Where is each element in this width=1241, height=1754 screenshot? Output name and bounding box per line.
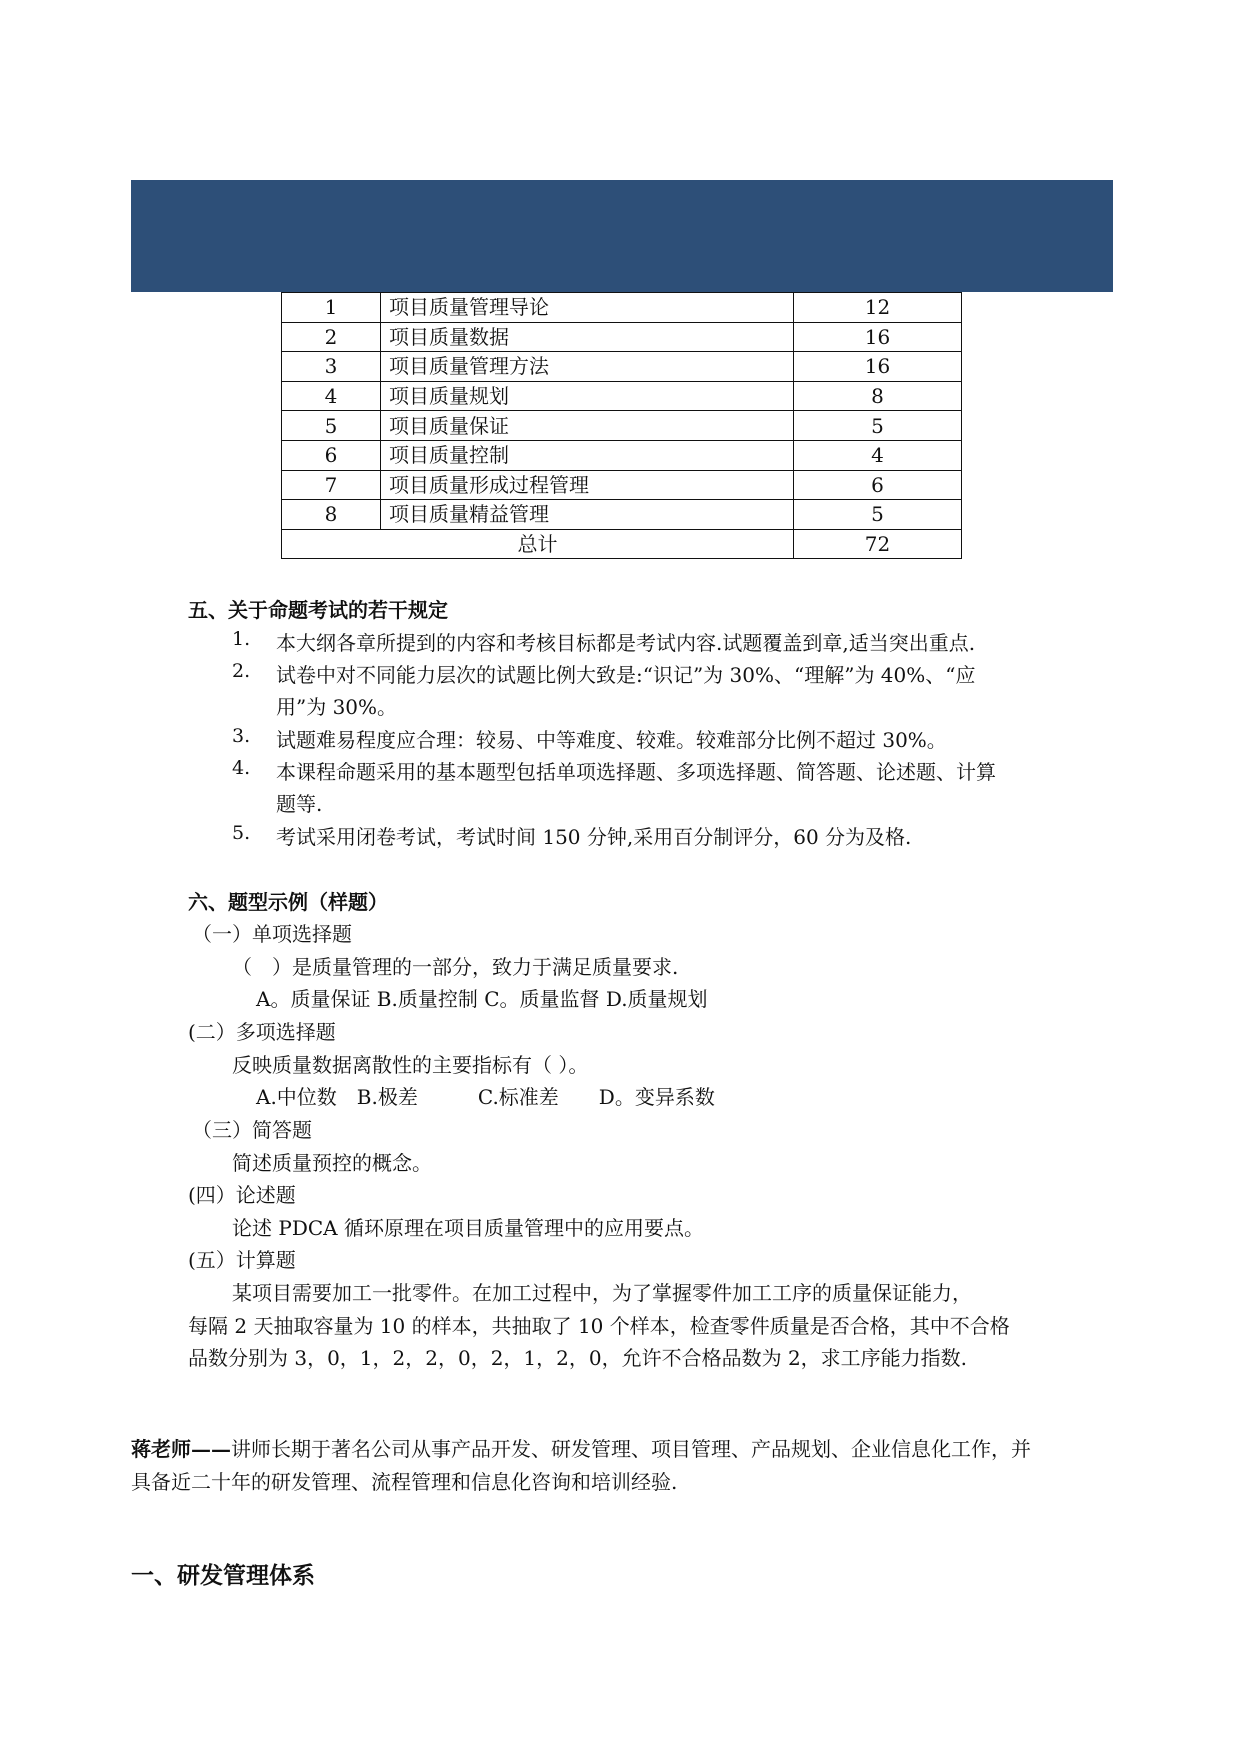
- total-label: 总计: [282, 529, 794, 559]
- chapter-hours: 5: [794, 411, 962, 441]
- table-row: [282, 381, 962, 411]
- table-row: [282, 352, 962, 382]
- question-type-label: (四）论述题: [188, 1183, 296, 1207]
- table-total-row: [282, 529, 962, 559]
- chapter-number: 7: [282, 470, 381, 500]
- chapter-title: 项目质量数据: [381, 322, 794, 352]
- chapter-number: 3: [282, 352, 381, 382]
- table-row: [282, 322, 962, 352]
- chapter-title: 项目质量管理方法: [381, 352, 794, 382]
- chapter-hours: 12: [794, 293, 962, 323]
- question-type-label: (二）多项选择题: [188, 1020, 336, 1044]
- course-hours-table: [281, 292, 962, 559]
- table-row: [282, 470, 962, 500]
- total-hours: 72: [794, 529, 962, 559]
- chapter-hours: 16: [794, 352, 962, 382]
- question-type-label: （三）简答题: [192, 1118, 312, 1142]
- rule-text-continued: 题等.: [276, 792, 323, 816]
- header-banner: [131, 180, 1113, 292]
- question-stem: 简述质量预控的概念。: [232, 1151, 432, 1175]
- chapter-number: 8: [282, 500, 381, 530]
- chapter-title: 项目质量规划: [381, 381, 794, 411]
- bio-text-continued: 具备近二十年的研发管理、流程管理和信息化咨询和培训经验.: [131, 1470, 678, 1494]
- question-options: A。质量保证 B.质量控制 C。质量监督 D.质量规划: [256, 987, 708, 1011]
- question-options: A.中位数 B.极差 C.标准差 D。变异系数: [256, 1085, 715, 1109]
- chapter-title: 项目质量形成过程管理: [381, 470, 794, 500]
- table-row: [282, 500, 962, 530]
- question-stem: 某项目需要加工一批零件。在加工过程中，为了掌握零件加工工序的质量保证能力，: [232, 1281, 972, 1305]
- rule-text: 考试采用闭卷考试，考试时间 150 分钟,采用百分制评分，60 分为及格.: [276, 825, 912, 849]
- instructor-bio: [131, 1433, 1031, 1462]
- chapter-hours: 6: [794, 470, 962, 500]
- chapter-hours: 16: [794, 322, 962, 352]
- chapter-title: 项目质量保证: [381, 411, 794, 441]
- item-number: 2.: [232, 660, 251, 682]
- question-stem: 论述 PDCA 循环原理在项目质量管理中的应用要点。: [232, 1216, 704, 1240]
- chapter-number: 4: [282, 381, 381, 411]
- question-stem: 反映质量数据离散性的主要指标有（ ）。: [232, 1053, 589, 1077]
- item-number: 5.: [232, 822, 251, 844]
- rule-text: 试卷中对不同能力层次的试题比例大致是:“识记”为 30%、“理解”为 40%、“应: [276, 663, 976, 687]
- question-type-label: (五）计算题: [188, 1248, 296, 1272]
- question-stem-continued: 每隔 2 天抽取容量为 10 的样本，共抽取了 10 个样本，检查零件质量是否合格，其中不合格: [188, 1314, 1010, 1338]
- table-row: [282, 411, 962, 441]
- rule-text-continued: 用”为 30%。: [276, 695, 398, 719]
- chapter-heading: 一、研发管理体系: [131, 1562, 315, 1589]
- chapter-title: 项目质量控制: [381, 440, 794, 470]
- question-stem: （ ）是质量管理的一部分，致力于满足质量要求.: [232, 955, 679, 979]
- item-number: 4.: [232, 757, 251, 779]
- chapter-hours: 5: [794, 500, 962, 530]
- question-type-label: （一）单项选择题: [192, 922, 352, 946]
- instructor-name: 蒋老师——: [131, 1437, 231, 1461]
- item-number: 3.: [232, 725, 251, 747]
- table-row: [282, 293, 962, 323]
- rule-text: 本大纲各章所提到的内容和考核目标都是考试内容.试题覆盖到章,适当突出重点.: [276, 631, 976, 655]
- chapter-number: 6: [282, 440, 381, 470]
- item-number: 1.: [232, 628, 251, 650]
- bio-text: 讲师长期于著名公司从事产品开发、研发管理、项目管理、产品规划、企业信息化工作，并: [231, 1437, 1031, 1461]
- chapter-title: 项目质量精益管理: [381, 500, 794, 530]
- chapter-number: 5: [282, 411, 381, 441]
- table-row: [282, 440, 962, 470]
- chapter-number: 1: [282, 293, 381, 323]
- rule-text: 本课程命题采用的基本题型包括单项选择题、多项选择题、简答题、论述题、计算: [276, 760, 996, 784]
- section-heading: 五、关于命题考试的若干规定: [188, 598, 448, 622]
- chapter-title: 项目质量管理导论: [381, 293, 794, 323]
- chapter-number: 2: [282, 322, 381, 352]
- section-heading: 六、题型示例（样题）: [188, 890, 388, 914]
- question-stem-continued: 品数分别为 3，0，1，2，2，0，2，1，2，0，允许不合格品数为 2，求工序能力指数.: [188, 1346, 968, 1370]
- chapter-hours: 4: [794, 440, 962, 470]
- chapter-hours: 8: [794, 381, 962, 411]
- rule-text: 试题难易程度应合理：较易、中等难度、较难。较难部分比例不超过 30%。: [276, 728, 947, 752]
